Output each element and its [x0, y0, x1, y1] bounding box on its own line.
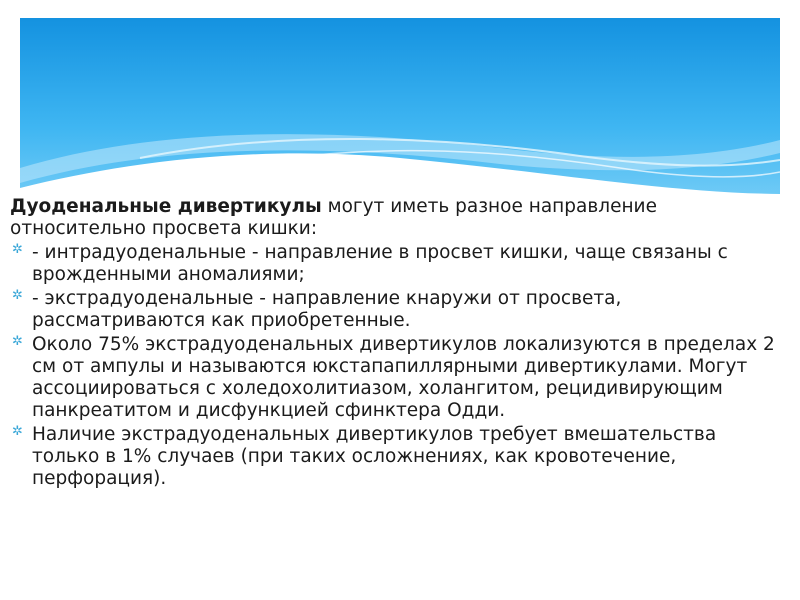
list-item: [10, 242, 782, 286]
list-item: [10, 288, 782, 332]
list-item-text: - экстрадуоденальные - направление кнаружи от просвета, рассматриваются как приобретенные.: [32, 288, 622, 331]
star-bullet-icon: ✲: [12, 424, 23, 439]
wave-graphic: [20, 18, 780, 218]
intro-bold-term: Дуоденальные дивертикулы: [10, 196, 322, 217]
intro-paragraph: [10, 196, 782, 240]
star-bullet-icon: ✲: [12, 242, 23, 257]
slide-body: [10, 196, 782, 492]
list-item-text: Около 75% экстрадуоденальных дивертикулов локализуются в пределах 2 см от ампулы и называются юкстапапиллярными дивертикулами. Могут ассоциироваться с холедохолитиазом, холангитом, рецидивирующим панкреатитом и дисфункцией сфинктера Одди.: [32, 334, 775, 421]
list-item-text: Наличие экстрадуоденальных дивертикулов требует вмешательства только в 1% случаев (при таких осложнениях, как кровотечение, перфорация).: [32, 424, 717, 489]
star-bullet-icon: ✲: [12, 288, 23, 303]
list-item: [10, 334, 782, 422]
star-bullet-icon: ✲: [12, 334, 23, 349]
header-wave-banner: [20, 18, 780, 218]
intro-text: могут иметь разное направление относительно просвета кишки:: [10, 196, 657, 239]
list-item-text: - интрадуоденальные - направление в просвет кишки, чаще связаны с врожденными аномалиями;: [32, 242, 728, 285]
bullet-list: [10, 242, 782, 490]
list-item: [10, 424, 782, 490]
